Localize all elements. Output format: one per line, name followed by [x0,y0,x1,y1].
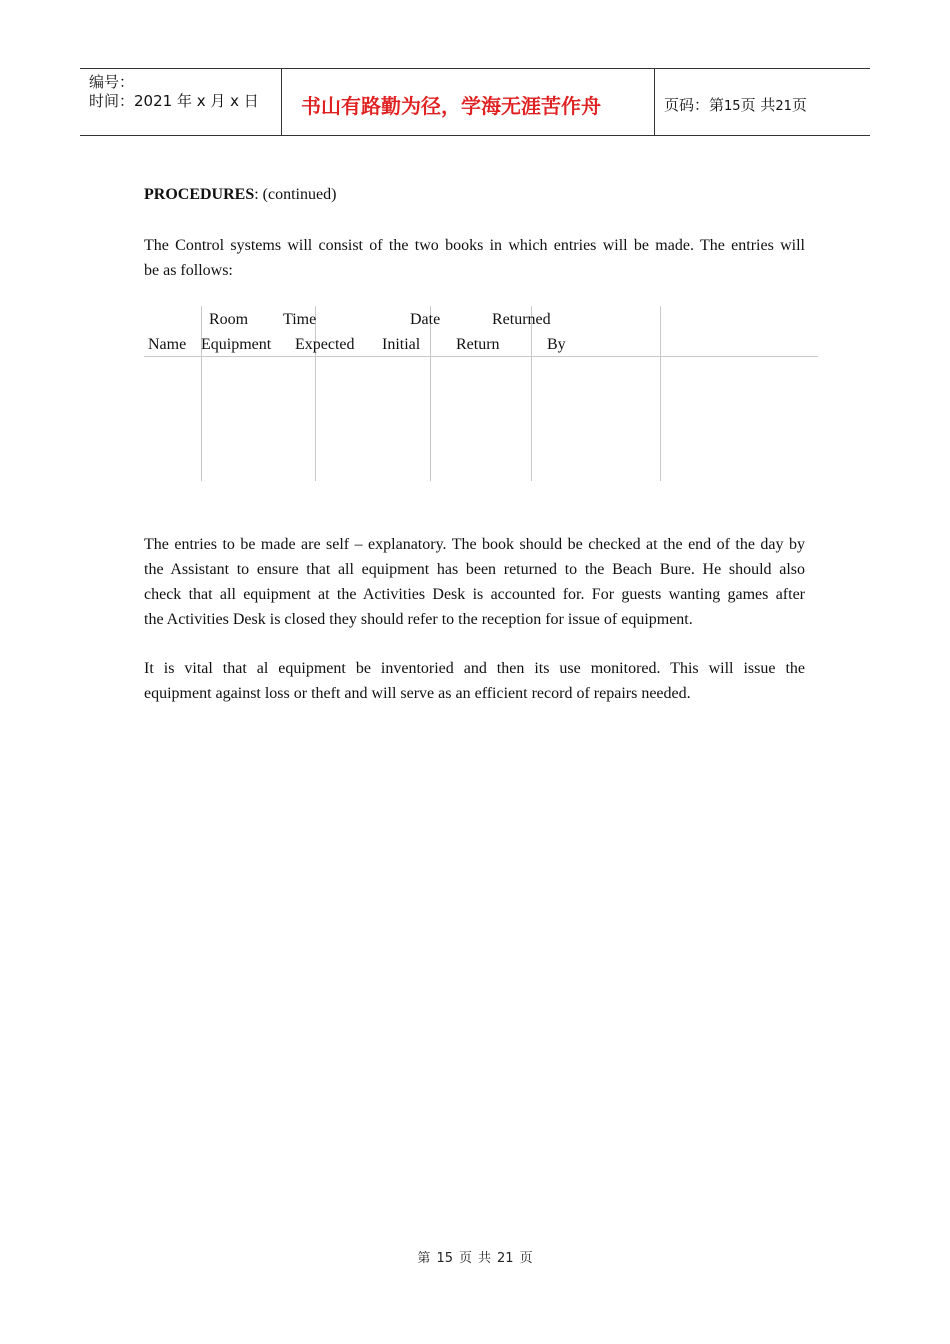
col-label-by: By [547,336,566,353]
header-page-prefix: 页码：第 [664,96,725,114]
col-label-initial: Initial [382,336,421,353]
entries-line-4: the Activities Desk is closed they should refer to the reception for issue of equipment. [144,611,693,628]
grid-col-line-4 [531,306,532,481]
col-label-equipment: Equipment [201,336,272,353]
col-label-room: Room [209,311,249,328]
col-label-expected: Expected [295,336,355,353]
col-label-returned: Returned [492,311,551,328]
header-page-mid: 页 共 [740,96,776,114]
col-label-name: Name [148,336,187,353]
inventory-line-2: equipment against loss or theft and will serve as an efficient record of repairs needed. [144,685,691,702]
col-label-return: Return [456,336,500,353]
grid-col-line-5 [660,306,661,481]
grid-col-line-1 [201,306,202,481]
header-divider-right [654,68,655,136]
section-heading-rest: : (continued) [254,186,337,203]
header-bottom-rule [80,135,870,136]
footer-mid1: 页 [458,1251,472,1266]
grid-col-line-3 [430,306,431,481]
footer-suffix: 页 [519,1251,533,1266]
entries-line-2: the Assistant to ensure that all equipment has been returned to the Beach Bure. He should also [144,561,805,578]
footer-current: 15 [436,1251,453,1266]
col-label-date: Date [410,311,441,328]
grid-col-line-2 [315,306,316,481]
section-heading-bold: PROCEDURES [144,186,255,203]
footer-total: 21 [497,1251,514,1266]
intro-line-2: be as follows: [144,262,233,279]
footer-prefix: 第 [417,1251,431,1266]
inventory-paragraph [144,656,805,706]
section-heading [144,184,336,206]
entries-line-1: The entries to be made are self – explanatory. The book should be checked at the end of the day by [144,536,805,553]
header-divider-left [281,68,282,136]
inventory-line-1: It is vital that al equipment be inventoried and then its use monitored. This will issue the [144,660,805,677]
page-footer [0,1247,950,1266]
header-top-rule [80,68,870,69]
header-page-indicator [664,94,807,115]
entries-paragraph [144,532,805,632]
intro-paragraph [144,233,805,283]
header-number-label: 编号： [89,73,135,91]
entries-line-3: check that all equipment at the Activities Desk is accounted for. For guests wanting games after [144,586,805,603]
col-label-time: Time [283,311,317,328]
header-time-label: 时间：2021 年 x 月 x 日 [89,92,259,110]
intro-line-1: The Control systems will consist of the two books in which entries will be made. The entries will [144,237,805,254]
footer-mid2: 共 [478,1251,492,1266]
grid-header-rule [144,356,818,357]
header-page-current: 15 [724,99,741,114]
header-page-total: 21 [775,99,792,114]
header-page-suffix: 页 [791,96,807,114]
header-motto: 书山有路勤为径，学海无涯苦作舟 [301,94,601,118]
